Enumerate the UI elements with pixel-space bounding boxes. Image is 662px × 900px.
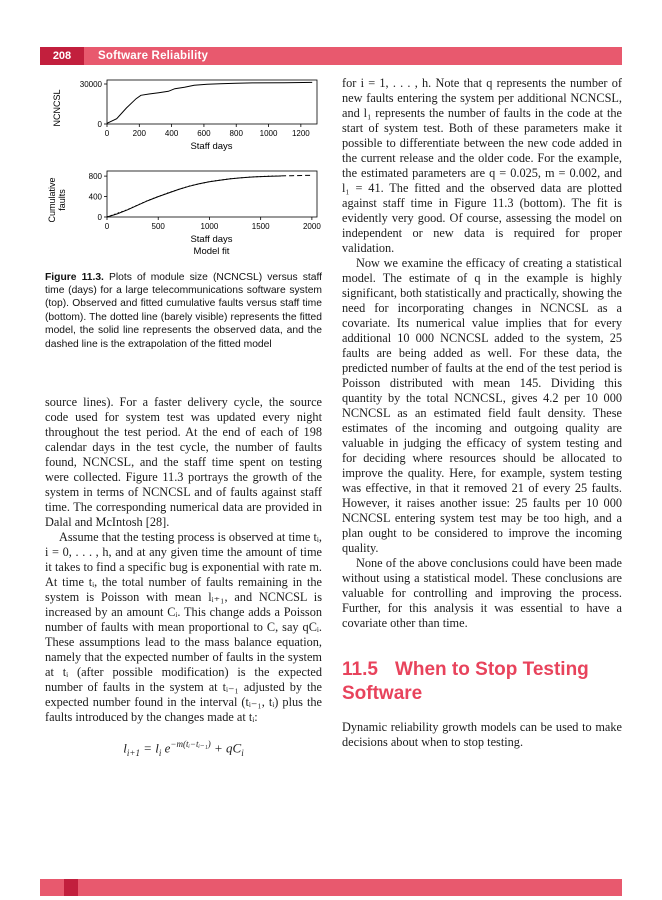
right-column — [342, 76, 622, 750]
svg-text:800: 800 — [88, 171, 102, 181]
section-title: When to Stop Testing Software — [342, 659, 589, 705]
faults-plot — [71, 167, 322, 233]
svg-text:200: 200 — [132, 129, 146, 138]
page-header-bar — [40, 47, 622, 65]
right-paragraph-4: Dynamic reliability growth models can be used to make decisions about when to stop testing. — [342, 719, 622, 749]
left-column — [45, 76, 322, 758]
figure-caption: Figure 11.3. Plots of module size (NCNCSL) versus staff time (days) for a large telecommunications software system (top). Observed and fitted cumulative faults versus staff time (bottom). The dotted line (barely visible) represents the fitted model, the solid line represents the observed data, and the dashed line is the extrapolation of the fitted model — [45, 271, 322, 350]
left-paragraph-1: source lines). For a faster delivery cycle, the source code used for system test was updated every night throughout the test period. At the end of each of 198 calendar days in the test cycle, the number of faults found, NCNCSL, and the staff time spent on testing were collected. Figure 11.3 portrays the growth of the system in terms of NCNCSL and of faults against staff time. The corresponding numerical data are provided in Dalal and McIntosh [28]. — [45, 394, 322, 529]
svg-text:0: 0 — [97, 212, 102, 222]
footer-accent-box — [64, 879, 78, 896]
model-fit-label: Model fit — [193, 245, 230, 257]
svg-text:600: 600 — [197, 129, 211, 138]
header-title: Software Reliability — [98, 50, 209, 62]
svg-text:1000: 1000 — [200, 221, 219, 231]
ncncsl-chart — [45, 76, 322, 140]
svg-text:1000: 1000 — [259, 129, 278, 138]
svg-text:800: 800 — [229, 129, 243, 138]
svg-text:0: 0 — [104, 129, 110, 138]
svg-text:2000: 2000 — [302, 221, 321, 231]
right-paragraph-1: for i = 1, . . . , h. Note that q represents the number of new faults entering the system per additional NCNCSL, and l₁ represents the number of faults in the code at the start of system test. Both of these parameters make it possible to differentiate between the new code added in the current release and the older code. For the example, the estimated parameters are q = 0.025, m = 0.002, and l₁ = 41. The fitted and the observed data are plotted against staff time in Figure 11.3 (bottom). The fit is evidently very good. Of course, assessing the model on independent or new data is required for proper validation. — [342, 76, 622, 255]
ncncsl-y-axis-label: NCNCSL — [52, 89, 63, 127]
faults-x-axis-label: Staff days Model fit — [45, 234, 322, 258]
footer-bar — [40, 879, 622, 896]
ncncsl-plot — [71, 76, 322, 140]
svg-text:400: 400 — [88, 192, 102, 202]
right-paragraph-2: Now we examine the efficacy of creating a statistical model. The estimate of q in the example is highly significant, both statistically and practically, showing the need for incorporating changes in NCNCSL as a covariate. Its numerical value implies that for every additional 10 000 NCNCSL added to the system, 25 faults are being added as well. For these data, the predicted number of faults at the end of the test period is Poisson distributed with mean 145. Dividing this quantity by the total NCNCSL, gives 4.2 per 10 000 NCNCSL as an estimated field fault density. These estimates of the incoming and outgoing quality are valuable in judging the efficacy of system testing and for deciding where resources should be allocated to improve the quality. Here, for example, system testing was effective, in that it removed 21 of every 25 faults. However, it raises another issue: 25 faults per 10 000 NCNCSL entering system test may be too high, and a plan ought to be considered to improve the incoming quality. — [342, 256, 622, 555]
cumulative-faults-chart — [45, 167, 322, 233]
svg-text:0: 0 — [97, 119, 102, 129]
svg-text:1500: 1500 — [251, 221, 270, 231]
svg-text:30000: 30000 — [79, 79, 102, 89]
svg-text:400: 400 — [164, 129, 179, 138]
section-heading-11-5 — [342, 658, 622, 707]
figure-caption-label: Figure 11.3. — [45, 271, 104, 283]
page-number: 208 — [40, 47, 84, 65]
figure-11-3 — [45, 76, 322, 258]
left-paragraph-2: Assume that the testing process is observed at time tᵢ, i = 0, . . . , h, and at any given time the amount of time it takes to find a specific bug is exponential with rate m. At time tᵢ, the total number of faults remaining in the system is Poisson with mean lᵢ₊₁, and NCNCSL is increased by an amount Cᵢ. This change adds a Poisson number of faults with mean proportional to C, say qCᵢ. These assumptions lead to the mass balance equation, namely that the expected number of faults in the system at tᵢ (after possible modification) is the expected number of faults in the system at tᵢ₋₁ adjusted by the expected number found in the interval (tᵢ₋₁, tᵢ) plus the faults introduced by the changes made at tᵢ: — [45, 529, 322, 724]
svg-text:1200: 1200 — [291, 129, 310, 138]
ncncsl-x-axis-label: Staff days — [190, 141, 233, 152]
svg-text:0: 0 — [104, 221, 110, 231]
section-number: 11.5 — [342, 659, 378, 680]
faults-y-axis-label: Cumulative faults — [47, 177, 67, 223]
right-paragraph-3: None of the above conclusions could have been made without using a statistical model. These conclusions are valuable for controlling and improving the process. Further, for this analysis it was essential to have a covariate other than time. — [342, 556, 622, 630]
svg-text:500: 500 — [151, 221, 165, 231]
mass-balance-equation: $l_{i+1} = l_i$ $e^{-m(tᵢ-tᵢ_{-1})} + qC_i$ — [123, 738, 244, 758]
